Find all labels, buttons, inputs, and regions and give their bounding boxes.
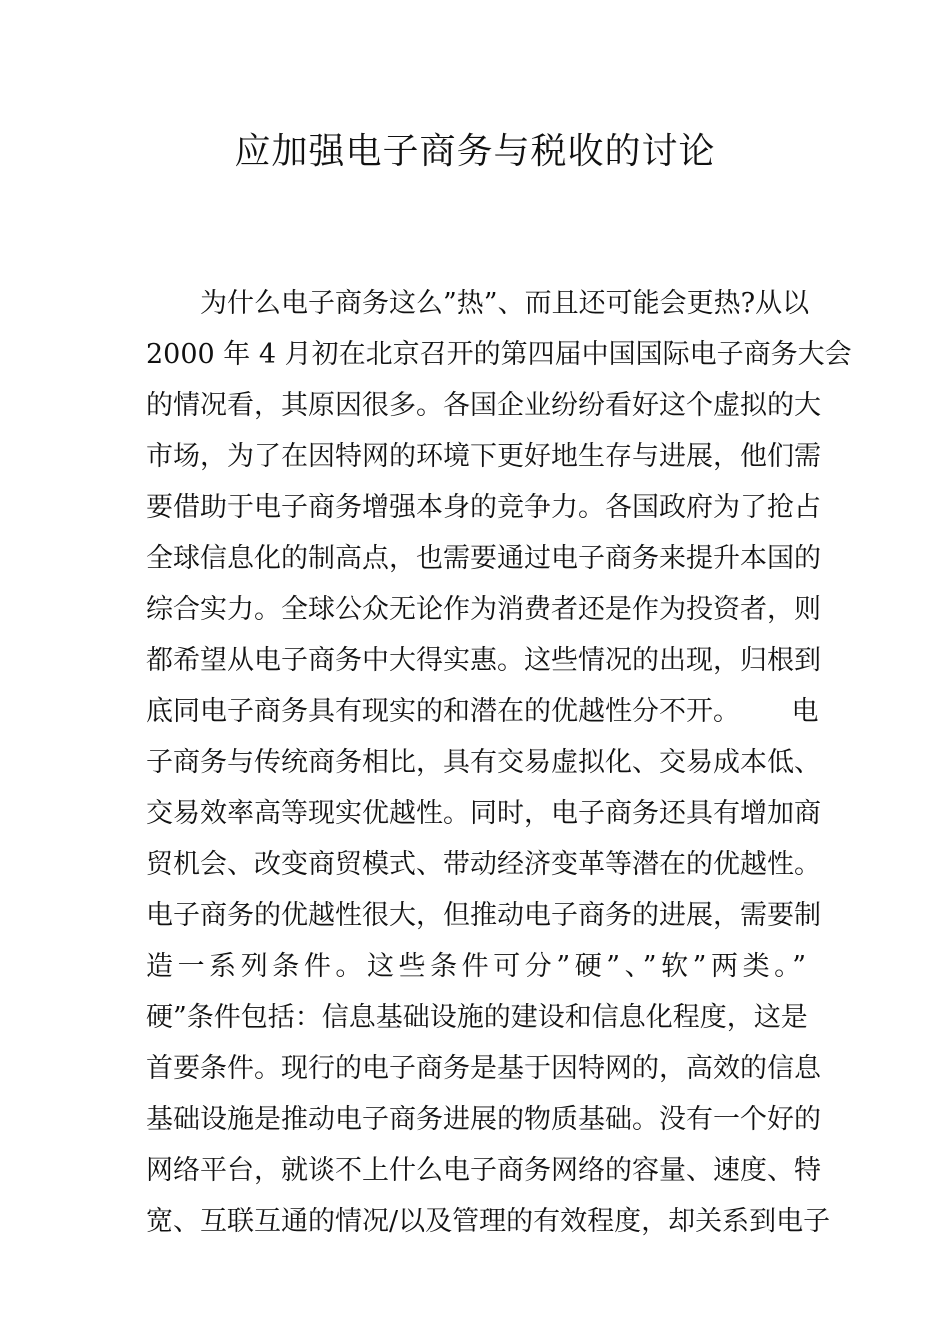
body-line: 全球信息化的制高点，也需要通过电子商务来提升本国的 [146,543,821,574]
body-line: 基础设施是推动电子商务进展的物质基础。没有一个好的 [146,1104,821,1135]
body-line: 都希望从电子商务中大得实惠。这些情况的出现，归根到 [146,645,821,676]
body-line: 交易效率高等现实优越性。同时，电子商务还具有增加商 [146,798,821,829]
body-line: 宽、互联互通的情况/以及管理的有效程度，却关系到电子 [146,1206,831,1237]
body-line: 要借助于电子商务增强本身的竞争力。各国政府为了抢占 [146,492,821,523]
body-line: 2000 年 4 月初在北京召开的第四届中国国际电子商务大会 [146,339,852,370]
body-line: 硬”条件包括：信息基础设施的建设和信息化程度，这是 [146,1002,808,1033]
body-line: 的情况看，其原因很多。各国企业纷纷看好这个虚拟的大 [146,390,821,421]
body-line: 子商务与传统商务相比，具有交易虚拟化、交易成本低、 [146,747,821,778]
body-line: 造一系列条件。这些条件可分”硬”、”软”两类。” [146,951,806,982]
document-body [146,278,852,1247]
body-line: 市场，为了在因特网的环境下更好地生存与进展，他们需 [146,441,821,472]
body-line: 网络平台，就谈不上什么电子商务网络的容量、速度、特 [146,1155,821,1186]
body-line: 首要条件。现行的电子商务是基于因特网的，高效的信息 [146,1053,821,1084]
document-title: 应加强电子商务与税收的讨论 [234,131,716,172]
body-line: 贸机会、改变商贸模式、带动经济变革等潜在的优越性。 [146,849,821,880]
body-line: 为什么电子商务这么”热”、而且还可能会更热?从以 [200,288,810,319]
body-line: 电子商务的优越性很大，但推动电子商务的进展，需要制 [146,900,821,931]
body-line: 底同电子商务具有现实的和潜在的优越性分不开。 电 [146,696,819,727]
body-line: 综合实力。全球公众无论作为消费者还是作为投资者，则 [146,594,821,625]
